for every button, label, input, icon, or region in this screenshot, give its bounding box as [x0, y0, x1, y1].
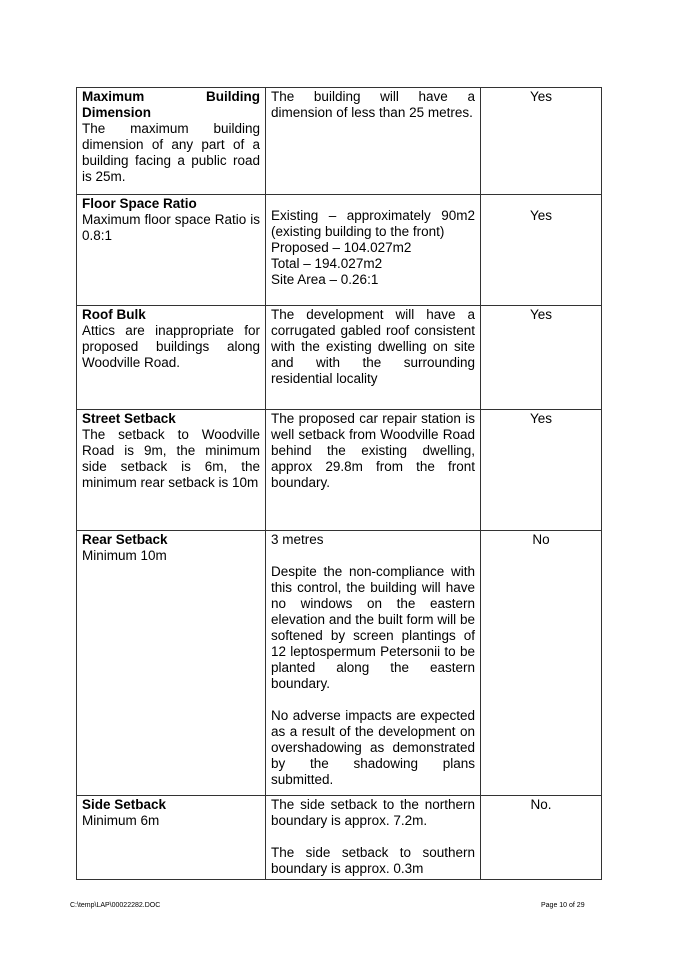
- response-text: Proposed – 104.027m2: [271, 240, 412, 255]
- control-description: Minimum 10m: [82, 548, 167, 563]
- control-title: Street Setback: [82, 411, 176, 426]
- control-title: Rear Setback: [82, 532, 168, 547]
- response-text: The building will have a dimension of less than 25 metres.: [271, 89, 475, 120]
- response-text: Existing – approximately 90m2 (existing building to the front): [271, 208, 475, 239]
- response-text: Total – 194.027m2: [271, 256, 383, 271]
- response-text: Site Area – 0.26:1: [271, 272, 379, 287]
- control-description: Maximum floor space Ratio is 0.8:1: [82, 212, 260, 243]
- control-title: Side Setback: [82, 797, 167, 812]
- response-text: The side setback to the northern boundary is approx. 7.2m.: [271, 797, 475, 828]
- table-row: [77, 306, 602, 410]
- control-cell: [77, 796, 266, 880]
- compliance-table: [76, 87, 602, 880]
- control-title: Floor Space Ratio: [82, 196, 197, 211]
- control-cell: [77, 410, 266, 531]
- control-description: The maximum building dimension of any part of a building facing a public road is 25m.: [82, 121, 260, 184]
- response-text: The proposed car repair station is well setback from Woodville Road behind the existing dwelling, approx 29.8m from the front boundary.: [271, 411, 475, 490]
- response-cell: [266, 88, 481, 195]
- response-cell: [266, 306, 481, 410]
- response-text: The side setback to southern boundary is approx. 0.3m: [271, 845, 475, 876]
- response-text: The development will have a corrugated gabled roof consistent with the existing dwelling on site and with the surrounding residential locality: [271, 307, 475, 386]
- table-row: [77, 796, 602, 880]
- complies-value: Yes: [529, 208, 553, 223]
- complies-cell: [481, 306, 602, 410]
- control-description: Minimum 6m: [82, 813, 160, 828]
- table-row: [77, 88, 602, 195]
- response-text: Despite the non-compliance with this control, the building will have no windows on the eastern elevation and the built form will be softened by screen plantings of 12 leptospermum Petersonii to be planted along the eastern boundary.: [271, 564, 475, 691]
- response-cell: [266, 531, 481, 796]
- control-cell: [77, 195, 266, 306]
- footer-file-path: C:\temp\LAP\00022282.DOC: [70, 902, 161, 909]
- control-cell: [77, 531, 266, 796]
- response-cell: [266, 410, 481, 531]
- control-cell: [77, 306, 266, 410]
- control-description: The setback to Woodville Road is 9m, the minimum side setback is 6m, the minimum rear setback is 10m: [82, 427, 260, 490]
- control-title: Roof Bulk: [82, 307, 146, 322]
- control-title: Maximum Building Dimension: [82, 89, 260, 120]
- complies-value: Yes: [529, 307, 553, 322]
- complies-value: Yes: [529, 411, 553, 426]
- response-cell: [266, 796, 481, 880]
- footer-page-number: Page 10 of 29: [541, 902, 585, 909]
- complies-cell: [481, 531, 602, 796]
- table-row: [77, 531, 602, 796]
- control-cell: [77, 88, 266, 195]
- complies-value: No: [532, 532, 550, 547]
- complies-cell: [481, 88, 602, 195]
- table-row: [77, 195, 602, 306]
- complies-cell: [481, 796, 602, 880]
- response-text: No adverse impacts are expected as a result of the development on overshadowing as demonstrated by the shadowing plans submitted.: [271, 708, 475, 787]
- response-cell: [266, 195, 481, 306]
- complies-value: No.: [530, 797, 552, 812]
- table-row: [77, 410, 602, 531]
- response-text: 3 metres: [271, 532, 324, 547]
- complies-value: Yes: [529, 89, 553, 104]
- complies-cell: [481, 195, 602, 306]
- complies-cell: [481, 410, 602, 531]
- control-description: Attics are inappropriate for proposed buildings along Woodville Road.: [82, 323, 260, 370]
